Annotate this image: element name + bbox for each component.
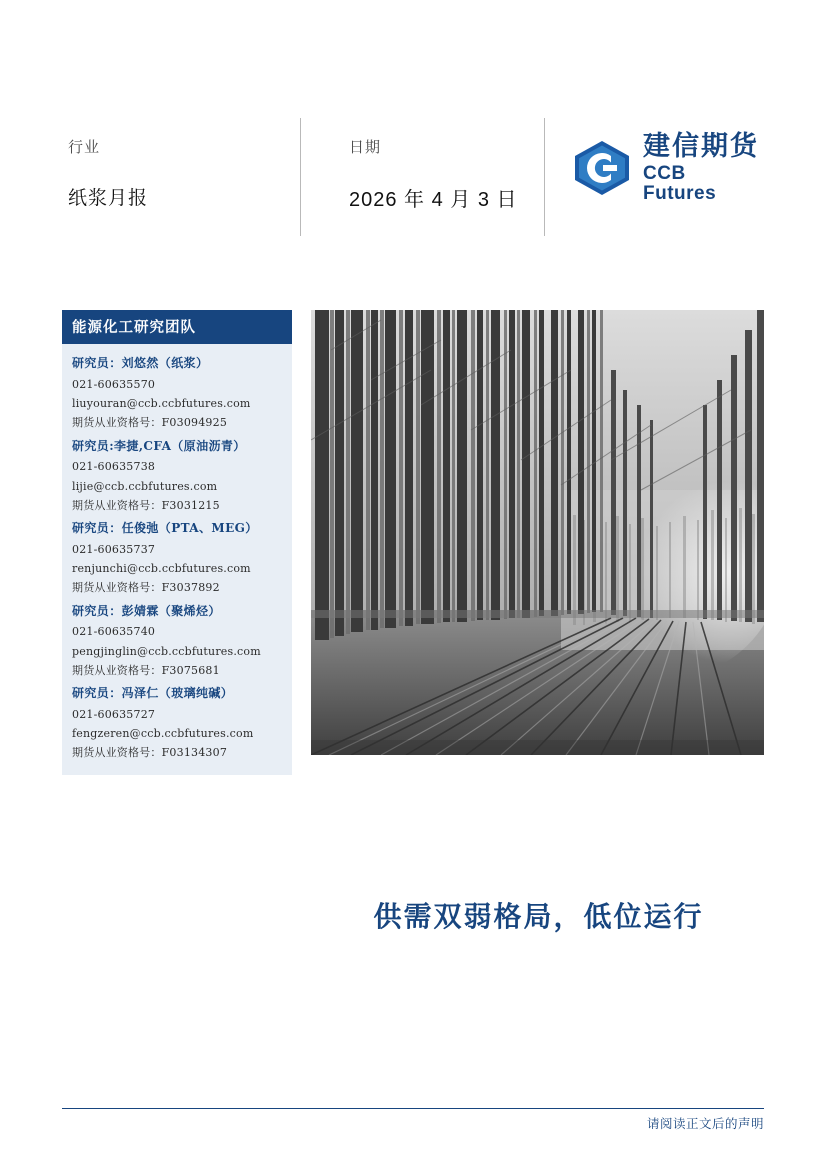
header-logo-column [544, 118, 764, 236]
analyst-phone: 021-60635740 [72, 625, 156, 639]
brand-logo [573, 132, 764, 204]
industry-label: 行业 [68, 139, 101, 156]
analyst-license: 期货从业资格号：F03094925 [72, 416, 228, 430]
footer-disclaimer: 请阅读正文后的声明 [646, 1117, 764, 1131]
research-team-list [62, 344, 292, 775]
cover-photo [311, 310, 764, 755]
analyst-name: 研究员：彭婧霖（聚烯烃） [72, 603, 221, 618]
list-item [72, 352, 282, 433]
analyst-phone: 021-60635737 [72, 542, 156, 556]
ccb-logo-icon [573, 139, 631, 197]
brand-text [643, 132, 764, 204]
date-value: 2026 年 4 月 3 日 [349, 189, 518, 211]
list-item [72, 435, 282, 516]
analyst-name: 研究员:李捷,CFA（原油沥青） [72, 438, 246, 453]
analyst-email[interactable]: pengjinglin@ccb.ccbfutures.com [72, 644, 261, 658]
header-industry-column [62, 118, 300, 236]
analyst-email[interactable]: liuyouran@ccb.ccbfutures.com [72, 397, 251, 411]
document-header [62, 118, 764, 236]
header-date-column [300, 118, 544, 236]
analyst-email[interactable]: renjunchi@ccb.ccbfutures.com [72, 562, 251, 576]
footer-divider [62, 1108, 764, 1109]
industry-value: 纸浆月报 [68, 188, 149, 209]
analyst-name: 研究员：任俊弛（PTA、MEG） [72, 521, 258, 536]
analyst-license: 期货从业资格号：F3031215 [72, 498, 220, 512]
analyst-phone: 021-60635738 [72, 460, 156, 474]
date-label: 日期 [349, 139, 382, 156]
brand-name-cn: 建信期货 [643, 131, 759, 161]
analyst-name: 研究员：冯泽仁（玻璃纯碱） [72, 686, 234, 701]
page-title: 供需双弱格局，低位运行 [373, 901, 704, 932]
analyst-phone: 021-60635570 [72, 377, 156, 391]
analyst-license: 期货从业资格号：F03134307 [72, 746, 228, 760]
brand-name-en: CCB Futures [643, 163, 717, 205]
analyst-phone: 021-60635727 [72, 707, 156, 721]
analyst-license: 期货从业资格号：F3037892 [72, 581, 220, 595]
analyst-name: 研究员：刘悠然（纸浆） [72, 356, 209, 370]
research-team-panel [62, 310, 292, 775]
list-item [72, 600, 282, 681]
research-team-title: 能源化工研究团队 [62, 310, 292, 344]
list-item [72, 682, 282, 763]
list-item [72, 517, 282, 598]
analyst-license: 期货从业资格号：F3075681 [72, 663, 220, 677]
analyst-email[interactable]: fengzeren@ccb.ccbfutures.com [72, 727, 254, 741]
analyst-email[interactable]: lijie@ccb.ccbfutures.com [72, 479, 218, 493]
